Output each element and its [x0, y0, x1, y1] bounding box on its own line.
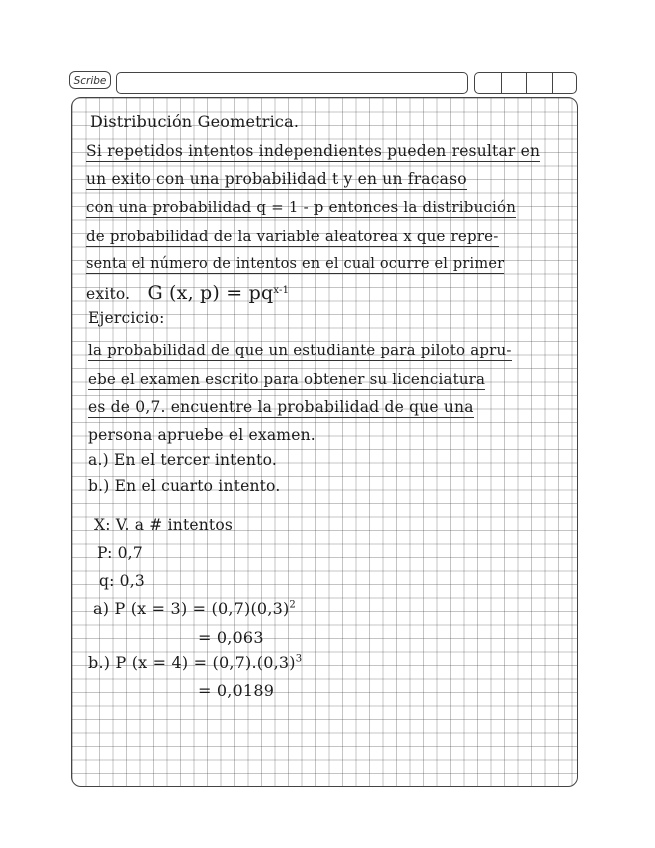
definition-line-2: un exito con una probabilidad t y en un fracaso [86, 170, 467, 188]
answer-a-expression: a) P (x = 3) = (0,7)(0,3) [93, 599, 290, 618]
date-divider [501, 73, 502, 93]
definition-line-4: de probabilidad de la variable aleatorea x que repre- [86, 227, 499, 245]
p-value: P: 0,7 [97, 544, 143, 562]
exercise-line-2: ebe el examen escrito para obtener su licenciatura [88, 370, 486, 388]
brand-logo: Scribe [69, 71, 111, 89]
exercise-line-1: la probabilidad de que un estudiante para piloto apru- [88, 341, 512, 359]
question-b: b.) En el cuarto intento. [88, 477, 281, 495]
definition-line-5: senta el número de intentos en el cual ocurre el primer [86, 256, 505, 272]
answer-a-result: = 0,063 [198, 628, 264, 647]
formula-line [86, 282, 289, 304]
formula-exponent: x-1 [273, 284, 290, 296]
exercise-heading: Ejercicio: [88, 309, 165, 327]
formula-lead: exito. [86, 285, 131, 303]
note-title: Distribución Geometrica. [90, 112, 300, 131]
formula-geometric: G (x, p) = pq [147, 282, 274, 304]
q-value: q: 0,3 [99, 572, 145, 590]
answer-b-exponent: 3 [295, 653, 303, 665]
answer-b [88, 653, 302, 672]
exercise-line-4: persona apruebe el examen. [88, 426, 316, 444]
variable-definition: X: V. a # intentos [94, 516, 234, 534]
definition-line-1: Si repetidos intentos independientes pueden resultar en [86, 142, 541, 160]
question-a: a.) En el tercer intento. [88, 451, 277, 469]
date-divider [526, 73, 527, 93]
title-field [116, 72, 468, 94]
answer-b-expression: b.) P (x = 4) = (0,7).(0,3) [88, 653, 296, 672]
date-divider [552, 73, 553, 93]
date-field [474, 72, 577, 94]
answer-a [93, 599, 296, 618]
answer-a-exponent: 2 [289, 599, 296, 611]
answer-b-result: = 0,0189 [198, 681, 275, 700]
definition-line-3: con una probabilidad q = 1 - p entonces la distribución [86, 198, 517, 216]
exercise-line-3: es de 0,7. encuentre la probabilidad de que una [88, 398, 474, 416]
